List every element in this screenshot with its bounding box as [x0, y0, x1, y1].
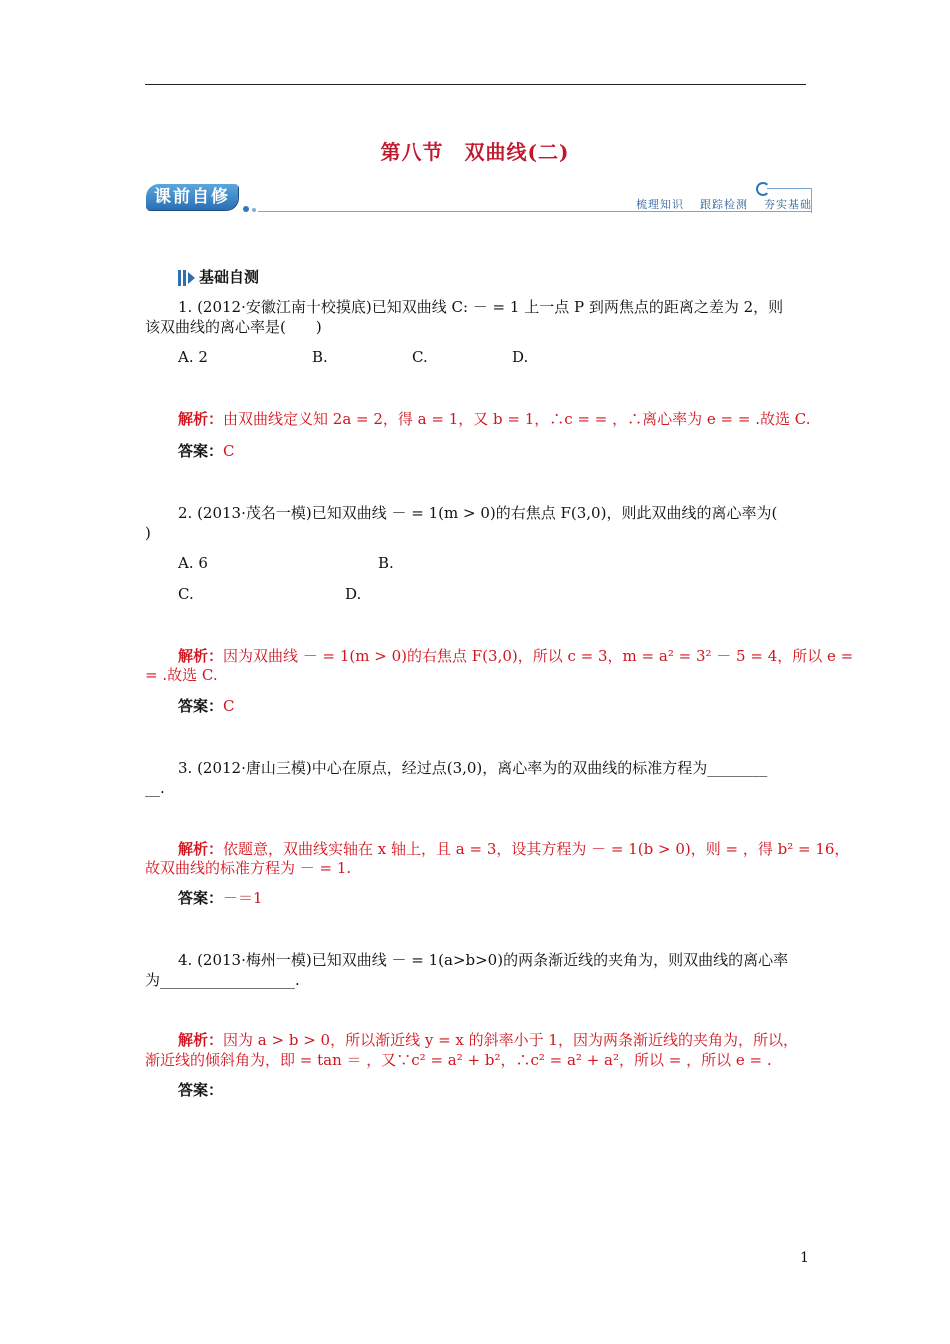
q1-stem-line2: 该双曲线的离心率是( ) — [145, 318, 322, 336]
section-title: 第八节 双曲线(二) — [380, 140, 570, 164]
q2-analysis-line2: = .故选 C. — [145, 666, 218, 684]
page-number: 1 — [800, 1250, 809, 1266]
header-rule — [145, 84, 806, 85]
q2-answer: 答案：C — [178, 697, 235, 715]
q4-analysis-line1: 解析：因为 a > b > 0，所以渐近线 y = x 的斜率小于 1，因为两条渐近线的夹角为，所以， — [178, 1031, 798, 1049]
q1-option-d: D. — [512, 348, 529, 366]
q1-option-c: C. — [412, 348, 428, 366]
q4-stem-line1: 4. (2013·梅州一模)已知双曲线 － = 1(a>b>0)的两条渐近线的夹角为，则双曲线的离心率 — [178, 951, 789, 969]
lesson-banner — [146, 182, 812, 214]
q2-analysis-line1: 解析：因为双曲线 － = 1(m > 0)的右焦点 F(3,0)，所以 c = 3，m = a² = 3² － 5 = 4，所以 e = — [178, 647, 854, 665]
section-marker-icon — [178, 269, 195, 287]
q3-answer: 答案：－＝1 — [178, 889, 263, 907]
banner-link-2: 跟踪检测 — [700, 198, 748, 211]
q2-stem-line2: ) — [145, 524, 151, 542]
q2-option-d: D. — [345, 585, 362, 603]
section-heading: 基础自测 — [178, 266, 259, 287]
banner-tag: 课前自修 — [146, 184, 238, 210]
q4-analysis-line2: 渐近线的倾斜角为，即 = tan ＝ ，又∵c² = a² + b²，∴c² = a² + a²，所以 = ，所以 e = . — [145, 1051, 772, 1069]
q3-analysis-line1: 解析：依题意，双曲线实轴在 x 轴上，且 a = 3，设其方程为 － = 1(b > 0)，则 = ，得 b² = 16， — [178, 840, 850, 858]
q3-stem-line1: 3. (2012·唐山三模)中心在原点，经过点(3,0)，离心率为的双曲线的标准方程为________ — [178, 759, 768, 777]
banner-link-1: 梳理知识 — [636, 198, 684, 211]
q2-option-b: B. — [378, 554, 394, 572]
q2-option-c: C. — [178, 585, 194, 603]
banner-links — [620, 196, 812, 212]
q3-stem-line2: __. — [145, 779, 165, 797]
q1-analysis: 解析：由双曲线定义知 2a = 2，得 a = 1，又 b = 1，∴c = = ，∴离心率为 e = = .故选 C. — [178, 410, 811, 428]
q4-answer: 答案： — [178, 1081, 224, 1099]
q3-analysis-line2: 故双曲线的标准方程为 － = 1. — [145, 859, 352, 877]
q4-stem-line2: 为__________________. — [145, 971, 300, 989]
swirl-icon — [756, 182, 770, 196]
q1-option-a: A. 2 — [178, 348, 208, 366]
q1-stem-line1: 1. (2012·安徽江南十校摸底)已知双曲线 C: － = 1 上一点 P 到两焦点的距离之差为 2，则 — [178, 298, 784, 316]
banner-dots-icon — [243, 197, 259, 216]
q1-answer: 答案：C — [178, 442, 235, 460]
q2-stem-line1: 2. (2013·茂名一模)已知双曲线 － = 1(m > 0)的右焦点 F(3,0)，则此双曲线的离心率为( — [178, 504, 778, 522]
q1-option-b: B. — [312, 348, 328, 366]
banner-link-3: 夯实基础 — [764, 198, 812, 211]
q2-option-a: A. 6 — [178, 554, 208, 572]
